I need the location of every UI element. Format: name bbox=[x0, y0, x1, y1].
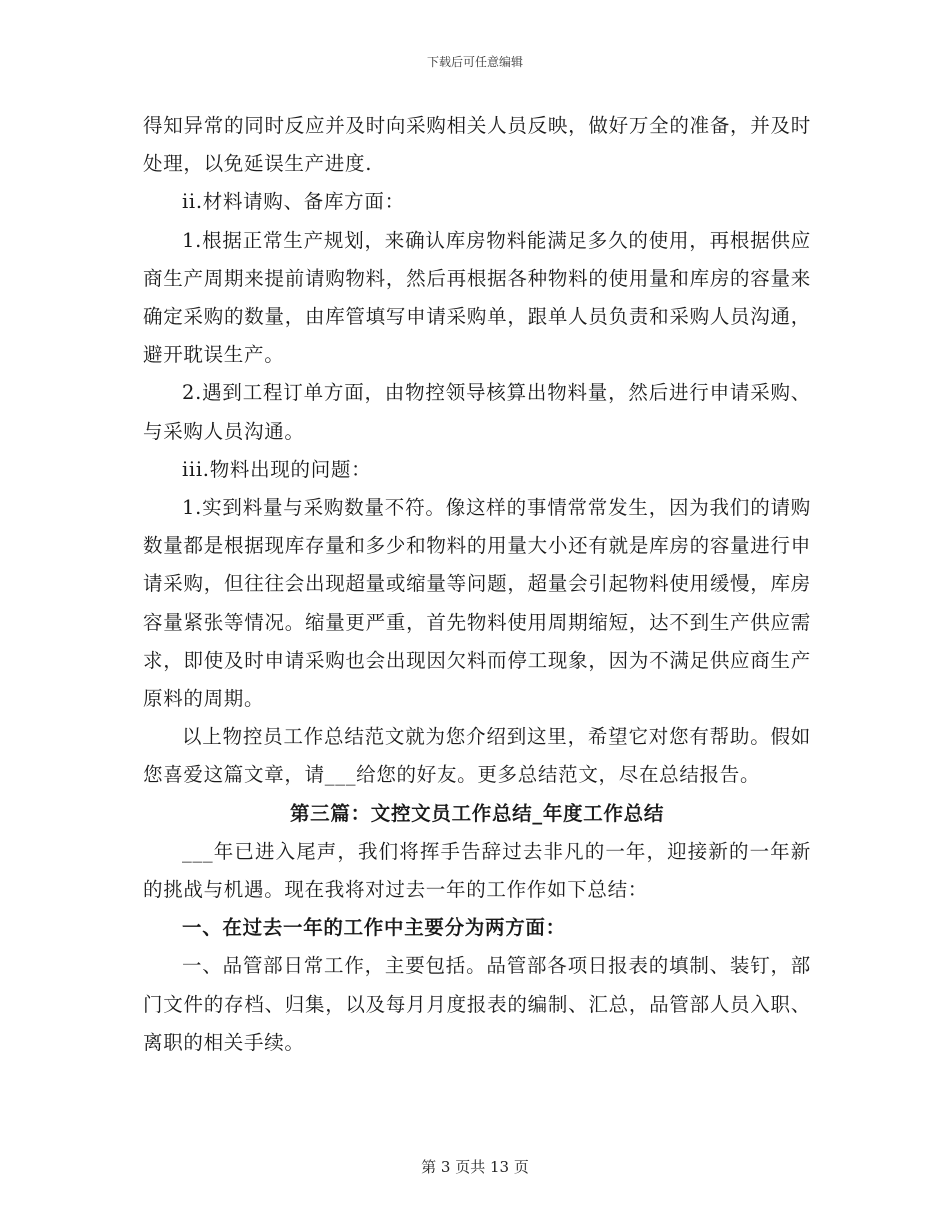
paragraph: 一、品管部日常工作，主要包括。品管部各项日报表的填制、装钉，部门文件的存档、归集，以及每月月度报表的编制、汇总，品管部人员入职、离职的相关手续。 bbox=[143, 954, 811, 1054]
paragraph: ___年已进入尾声，我们将挥手告辞过去非凡的一年，迎接新的一年新的挑战与机遇。现在我将对过去一年的工作作如下总结： bbox=[143, 839, 811, 902]
paragraph: 1.实到料量与采购数量不符。像这样的事情常常发生，因为我们的请购数量都是根据现库存量和多少和物料的用量大小还有就是库房的容量进行申请采购，但往往会出现超量或缩量等问题，超量会引起物料使用缓慢，库房容量紧张等情况。缩量更严重，首先物料使用周期缩短，达不到生产供应需求，即使及时申请采购也会出现因欠料而停工现象，因为不满足供应商生产原料的周期。 bbox=[143, 496, 811, 711]
page-footer: 第 3 页共 13 页 bbox=[421, 1158, 529, 1176]
page-header: 下载后可任意编辑 bbox=[426, 55, 523, 69]
paragraph: 1.根据正常生产规划，来确认库房物料能满足多久的使用，再根据供应商生产周期来提前请购物料，然后再根据各种物料的使用量和库房的容量来确定采购的数量，由库管填写申请采购单，跟单人员负责和采购人员沟通，避开耽误生产。 bbox=[143, 228, 811, 367]
paragraph: 2.遇到工程订单方面，由物控领导核算出物料量，然后进行申请采购、与采购人员沟通。 bbox=[143, 381, 811, 443]
chapter-heading: 第三篇：文控文员工作总结_年度工作总结 bbox=[289, 801, 665, 825]
document-body bbox=[143, 107, 811, 1062]
paragraph: 以上物控员工作总结范文就为您介绍到这里，希望它对您有帮助。假如您喜爱这篇文章，请___给您的好友。更多总结范文，尽在总结报告。 bbox=[143, 725, 811, 787]
section-subheading: ii.材料请购、备库方面： bbox=[182, 190, 405, 214]
section-heading: 一、在过去一年的工作中主要分为两方面： bbox=[182, 916, 566, 940]
section-subheading: iii.物料出现的问题： bbox=[182, 457, 372, 481]
paragraph: 得知异常的同时反应并及时向采购相关人员反映，做好万全的准备，并及时处理，以免延误生产进度. bbox=[143, 114, 811, 176]
